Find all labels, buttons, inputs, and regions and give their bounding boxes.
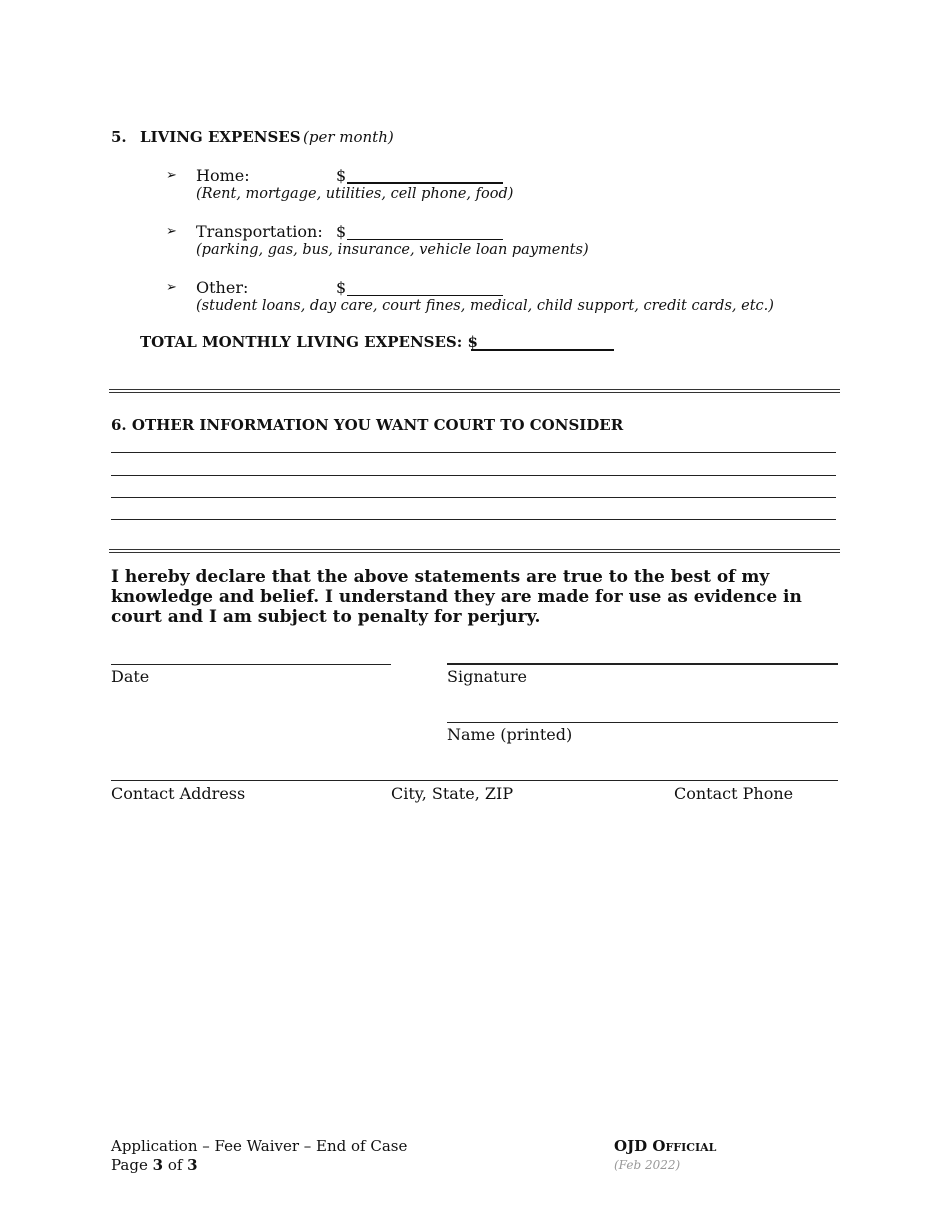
transportation-label: Transportation: [196,222,323,241]
arrow-bullet-icon: ➢ [166,280,177,295]
transportation-currency: $ [336,222,347,241]
home-label: Home: [196,166,250,185]
other-amount-field[interactable] [347,295,503,296]
transportation-amount-field[interactable] [347,239,503,240]
other-info-line-3[interactable] [111,497,836,498]
section-5-subtitle: (per month) [303,128,394,146]
total-expenses-label: TOTAL MONTHLY LIVING EXPENSES: $ [140,333,478,351]
footer-form-info [111,1137,407,1175]
footer-form-name: Application – Fee Waiver – End of Case [111,1137,408,1155]
section-6-title: 6. OTHER INFORMATION YOU WANT COURT TO CONSIDER [111,416,624,434]
other-currency: $ [336,278,347,297]
date-label: Date [111,667,150,686]
transportation-note: (parking, gas, bus, insurance, vehicle loan payments) [196,242,589,258]
home-currency: $ [336,166,347,185]
contact-phone-label: Contact Phone [674,784,794,803]
city-state-zip-label: City, State, ZIP [391,784,514,803]
footer-page-number: Page 3 of 3 [111,1156,198,1174]
home-note: (Rent, mortgage, utilities, cell phone, food) [196,186,514,202]
footer-official-label: OJD Official [614,1137,717,1155]
total-expenses-field[interactable] [471,349,614,351]
other-label: Other: [196,278,249,297]
home-amount-field[interactable] [347,182,503,184]
section-divider [109,549,840,553]
signature-field[interactable] [447,663,838,665]
date-field[interactable] [111,664,391,665]
other-info-line-4[interactable] [111,519,836,520]
footer-revision-date: (Feb 2022) [614,1158,681,1172]
arrow-bullet-icon: ➢ [166,168,177,183]
signature-label: Signature [447,667,528,686]
section-divider [109,389,840,393]
arrow-bullet-icon: ➢ [166,224,177,239]
other-info-line-1[interactable] [111,452,836,453]
contact-info-field[interactable] [111,780,838,781]
section-5-number: 5. [111,128,127,146]
printed-name-field[interactable] [447,722,838,723]
section-5-title: LIVING EXPENSES [140,128,301,146]
other-note: (student loans, day care, court fines, medical, child support, credit cards, etc.) [196,298,774,314]
other-info-line-2[interactable] [111,475,836,476]
contact-address-label: Contact Address [111,784,246,803]
printed-name-label: Name (printed) [447,725,573,744]
declaration-text: I hereby declare that the above statements are true to the best of my knowledge and belief. I understand they are made for use as evidence in court and I am subject to penalty for perjury. [111,567,802,627]
